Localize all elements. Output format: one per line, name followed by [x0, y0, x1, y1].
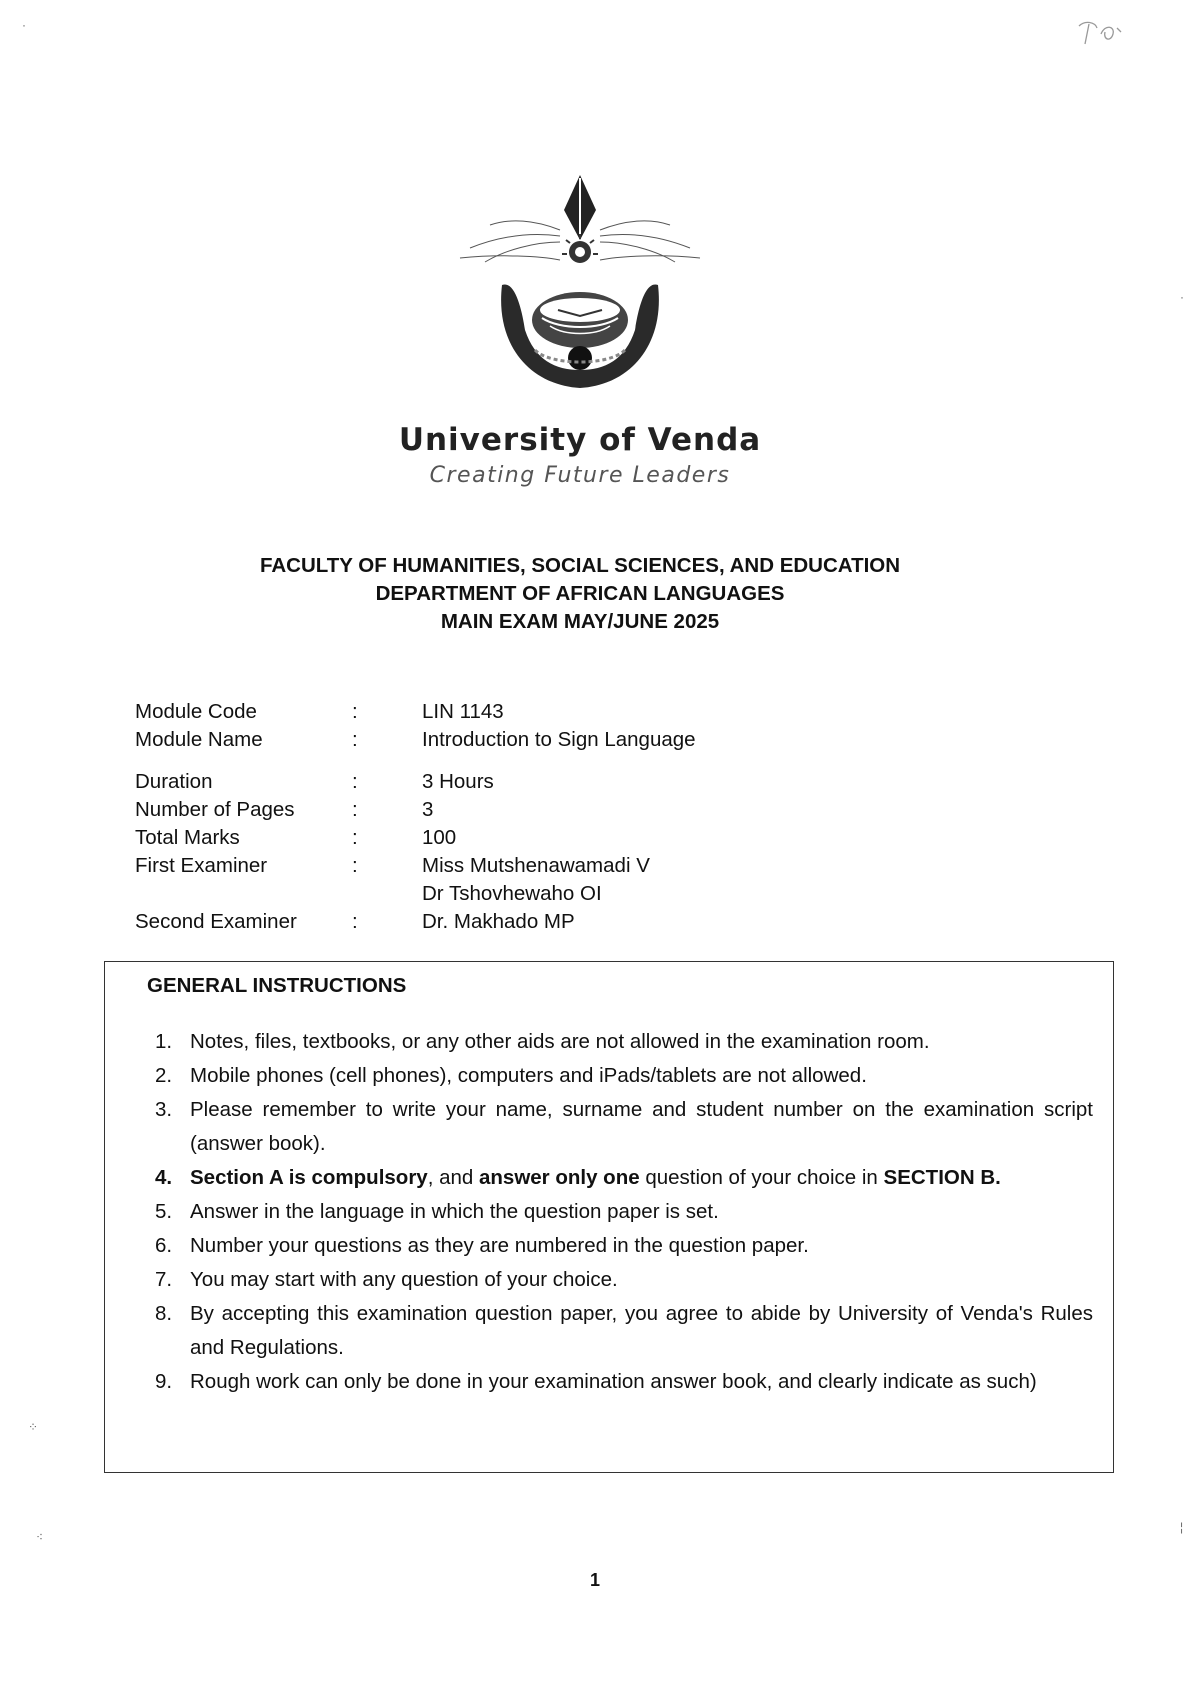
first-examiner-label: First Examiner: [135, 854, 268, 877]
first-examiner-value-2: Dr Tshovhewaho OI: [422, 882, 602, 905]
instruction-item: [145, 1365, 1093, 1399]
instruction-number: 1.: [155, 1030, 173, 1053]
instruction-text: You may start with any question of your choice.: [190, 1268, 618, 1291]
scan-speck: ·: [22, 18, 26, 32]
duration-label: Duration: [135, 770, 213, 793]
instruction-number: 4.: [155, 1166, 173, 1189]
module-code-label: Module Code: [135, 700, 257, 723]
scan-speck: ¦: [1180, 1520, 1184, 1534]
exam-heading: MAIN EXAM MAY/JUNE 2025: [440, 610, 720, 633]
second-examiner-label: Second Examiner: [135, 910, 297, 933]
separator: :: [352, 826, 358, 849]
instruction-text: , and: [427, 1166, 479, 1189]
handwritten-mark: [1075, 14, 1125, 54]
instructions-list: [145, 1025, 1093, 1399]
instruction-item: [145, 1263, 1093, 1297]
separator: :: [352, 770, 358, 793]
instruction-text: Notes, files, textbooks, or any other aids are not allowed in the examination room.: [190, 1030, 930, 1053]
instructions-title: GENERAL INSTRUCTIONS: [147, 974, 407, 997]
scan-speck: ⁖: [36, 1530, 44, 1544]
pages-label: Number of Pages: [135, 798, 295, 821]
instruction-number: 2.: [155, 1064, 173, 1087]
faculty-heading: FACULTY OF HUMANITIES, SOCIAL SCIENCES, AND EDUCATION: [259, 554, 901, 577]
instruction-item: [145, 1229, 1093, 1263]
instruction-text: Rough work can only be done in your examination answer book, and clearly indicate as such): [190, 1370, 1037, 1393]
instruction-number: 9.: [155, 1370, 173, 1393]
instruction-text: Please remember to write your name, surname and student number on the examination script (answer book).: [190, 1098, 1093, 1155]
first-examiner-value: Miss Mutshenawamadi V: [422, 854, 650, 877]
marks-label: Total Marks: [135, 826, 240, 849]
instruction-text-bold: answer only one: [479, 1166, 640, 1189]
module-code-value: LIN 1143: [422, 700, 504, 723]
instruction-text: Number your questions as they are numbered in the question paper.: [190, 1234, 809, 1257]
scan-speck: ⁘: [28, 1420, 39, 1434]
separator: :: [352, 700, 358, 723]
separator: :: [352, 854, 358, 877]
instruction-item: [145, 1059, 1093, 1093]
separator: :: [352, 798, 358, 821]
university-crest-logo: [440, 170, 720, 430]
instruction-text-bold: Section A is compulsory: [190, 1166, 428, 1189]
marks-value: 100: [422, 826, 457, 849]
page-number: 1: [589, 1570, 600, 1590]
scan-speck: ·: [1180, 290, 1184, 304]
instruction-text: question of your choice in: [639, 1166, 884, 1189]
module-name-value: Introduction to Sign Language: [422, 728, 696, 751]
instruction-item: [145, 1297, 1093, 1365]
university-name: University of Venda: [398, 422, 762, 458]
module-name-label: Module Name: [135, 728, 263, 751]
pages-value: 3: [422, 798, 434, 821]
duration-value: 3 Hours: [422, 770, 494, 793]
instruction-text: Mobile phones (cell phones), computers and iPads/tablets are not allowed.: [190, 1064, 867, 1087]
instruction-item: [145, 1161, 1093, 1195]
instruction-text: Answer in the language in which the question paper is set.: [190, 1200, 719, 1223]
instruction-number: 5.: [155, 1200, 173, 1223]
second-examiner-value: Dr. Makhado MP: [422, 910, 575, 933]
instruction-item: [145, 1195, 1093, 1229]
instruction-item: [145, 1093, 1093, 1161]
instruction-text: By accepting this examination question paper, you agree to abide by University of Venda's Rules and Regulations.: [190, 1302, 1093, 1359]
instruction-number: 3.: [155, 1098, 173, 1121]
university-tagline: Creating Future Leaders: [429, 463, 731, 488]
instruction-text-bold: SECTION B.: [883, 1166, 1001, 1189]
separator: :: [352, 910, 358, 933]
instruction-item: [145, 1025, 1093, 1059]
instruction-number: 8.: [155, 1302, 173, 1325]
department-heading: DEPARTMENT OF AFRICAN LANGUAGES: [375, 582, 785, 605]
separator: :: [352, 728, 358, 751]
instruction-number: 6.: [155, 1234, 173, 1257]
general-instructions-box: [104, 961, 1114, 1473]
instruction-number: 7.: [155, 1268, 173, 1291]
